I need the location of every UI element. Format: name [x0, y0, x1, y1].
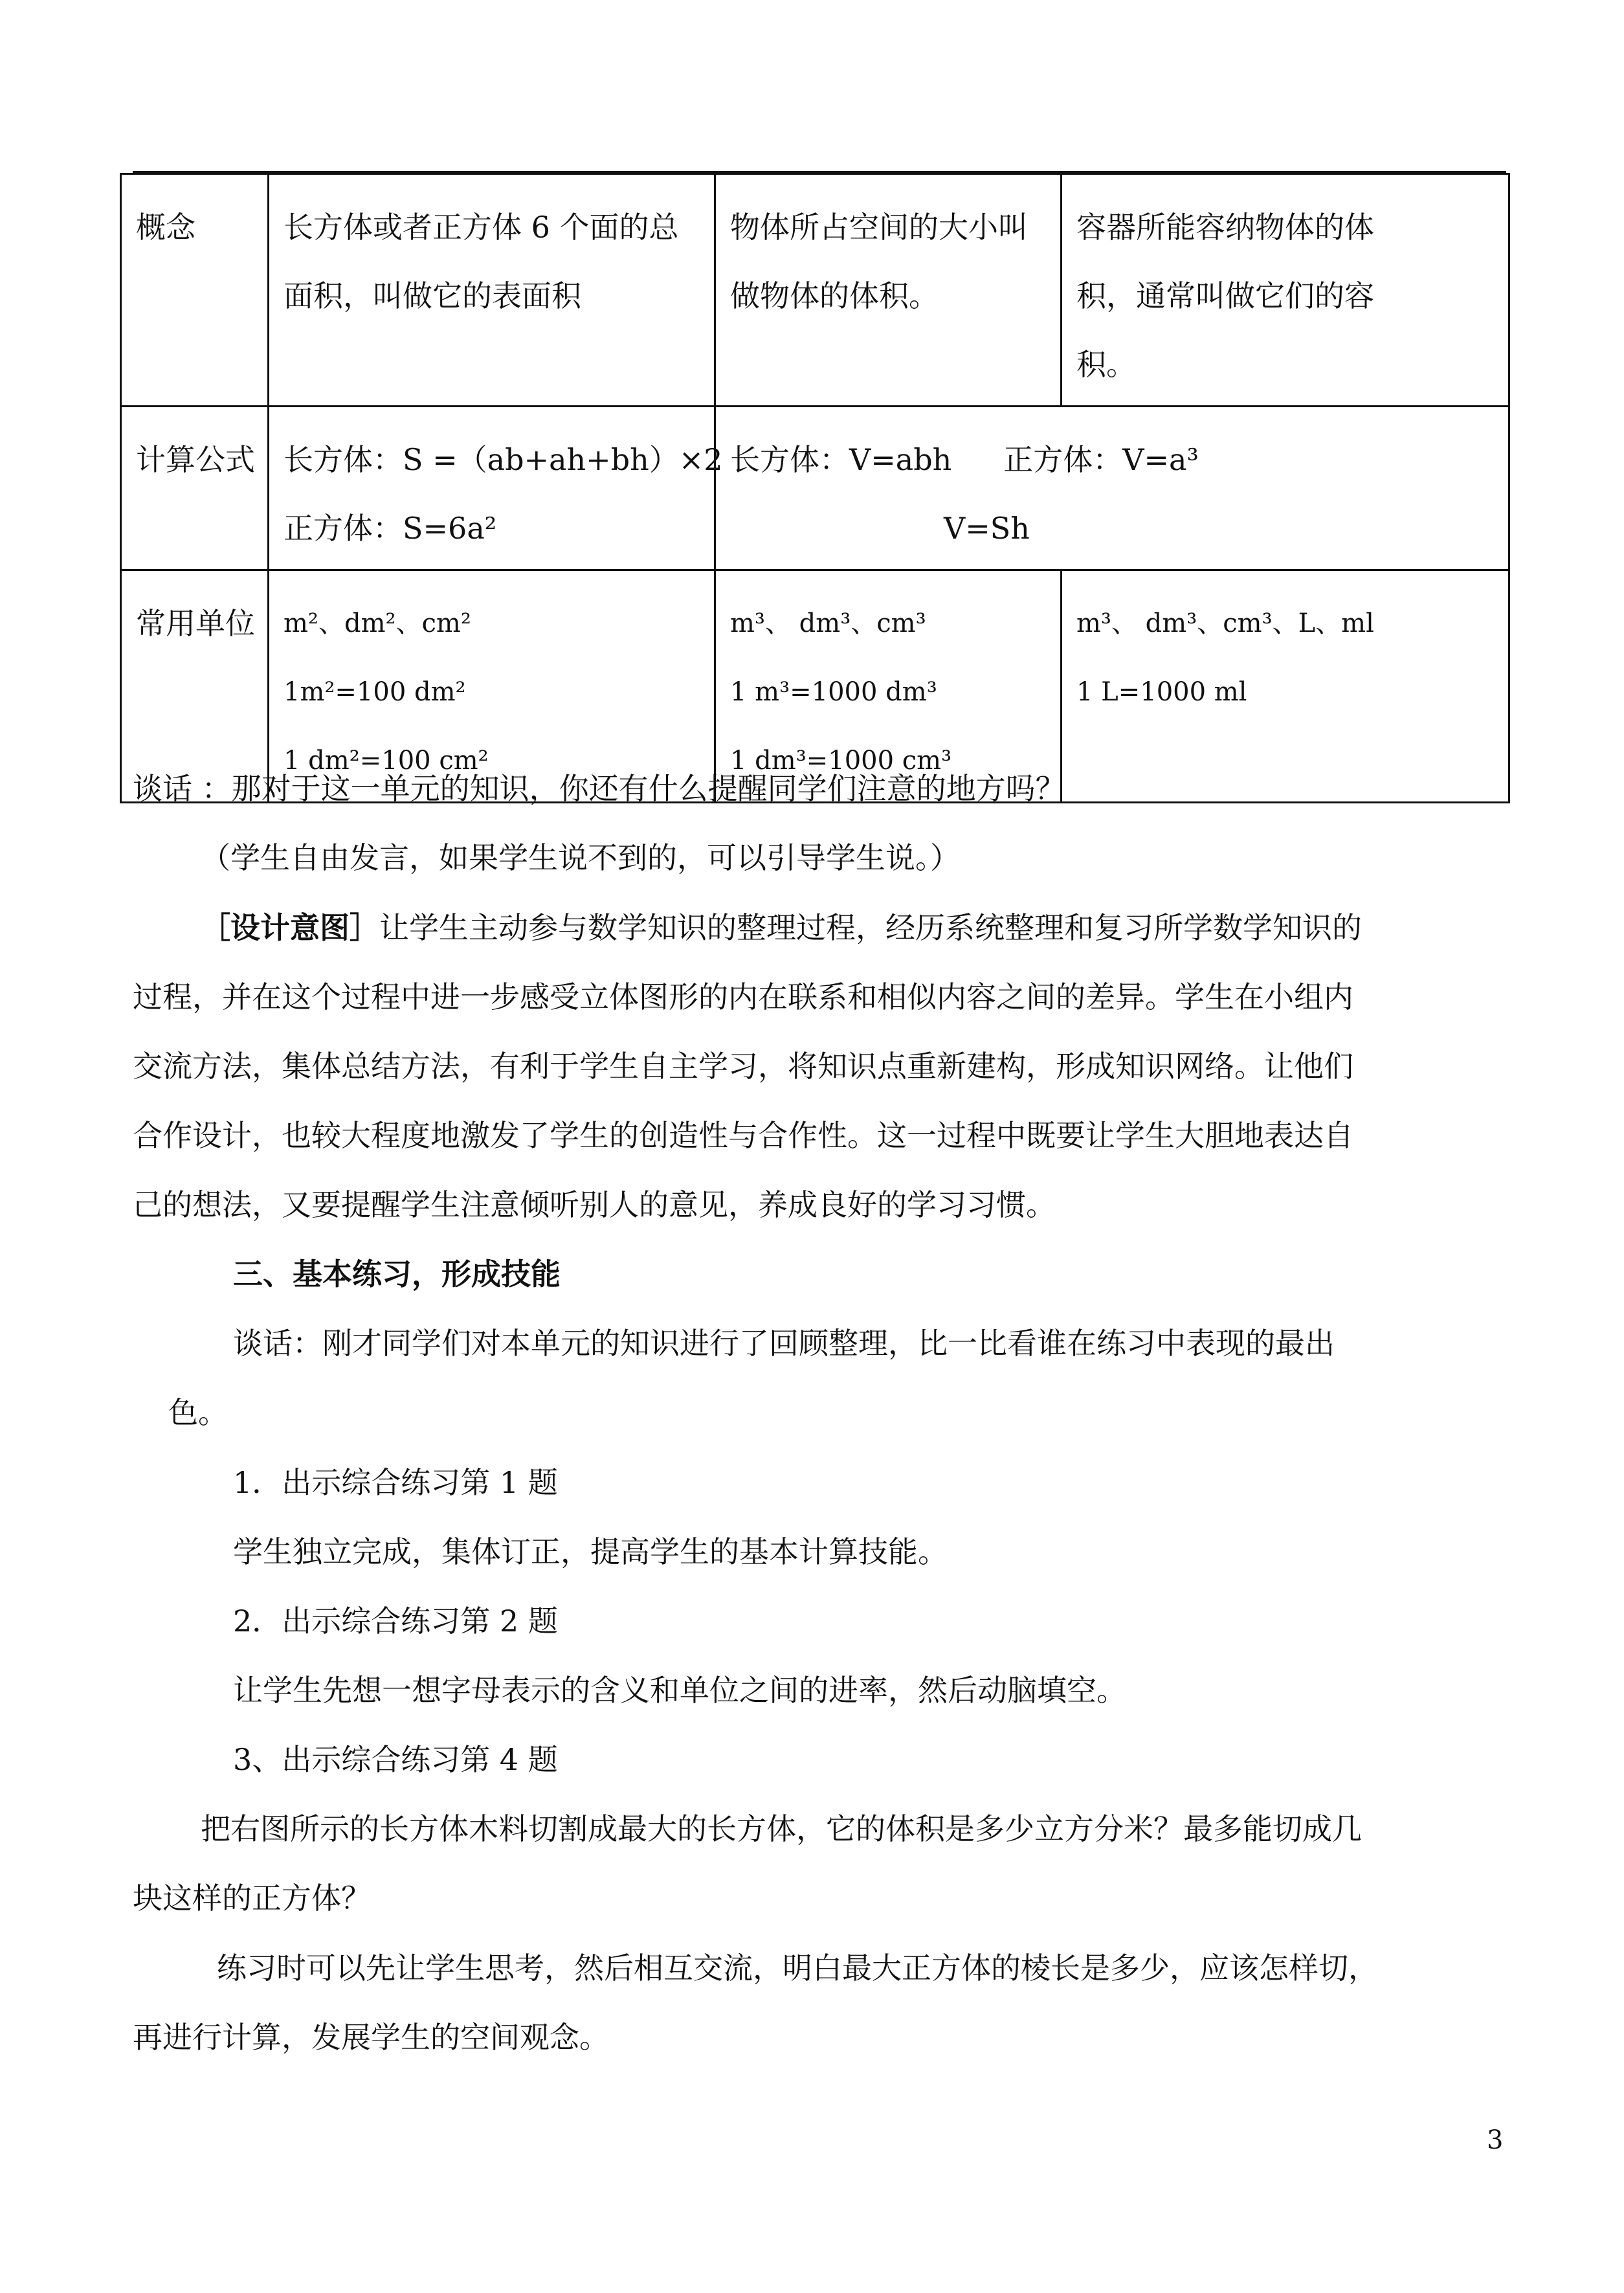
exercise-3-problem-line-2: 块这样的正方体？ [133, 1881, 371, 1916]
design-intent-line-5: 己的想法，又要提醒学生注意倾听别人的意见，养成良好的学习习惯。 [133, 1187, 1056, 1222]
surface-area-formulas: 长方体：S =（ab+ah+bh）×2 正方体：S=6a² [269, 407, 715, 570]
talk-paragraph: 谈话 ：那对于这一单元的知识，你还有什么提醒同学们注意的地方吗？ [133, 771, 1065, 806]
exercise-3-guidance-line-1: 练习时可以先让学生思考，然后相互交流，明白最大正方体的棱长是多少，应该怎样切， [217, 1951, 1378, 1985]
design-intent-line-1: ［设计意图］让学生主动参与数学知识的整理过程，经历系统整理和复习所学数学知识的 [201, 910, 1362, 945]
capacity-units: m³、 dm³、cm³、L、ml 1 L=1000 ml [1062, 570, 1509, 803]
volume-definition: 物体所占空间的大小叫 做物体的体积。 [715, 174, 1062, 407]
design-intent-line-4: 合作设计，也较大程度地激发了学生的创造性与合作性。这一过程中既要让学生大胆地表达自 [133, 1118, 1353, 1153]
exercise-2-note: 让学生先想一想字母表示的含义和单位之间的进率，然后动脑填空。 [233, 1673, 1126, 1708]
design-intent-label: ［设计意图］ [201, 910, 379, 945]
table-row-concept [121, 174, 1509, 407]
exercise-3-heading: 3、出示综合练习第 4 题 [233, 1742, 558, 1777]
general-volume-formula: V=Sh [944, 511, 1030, 546]
section-heading: 三、基本练习，形成技能 [233, 1257, 561, 1292]
design-intent-line-2: 过程，并在这个过程中进一步感受立体图形的内在联系和相似内容之间的差异。学生在小组内 [133, 979, 1353, 1014]
exercise-2-heading: 2．出示综合练习第 2 题 [233, 1604, 558, 1639]
practice-talk-line-2: 色。 [168, 1395, 228, 1430]
table-row-formula [121, 407, 1509, 570]
cuboid-volume-formula: 长方体：V=abh [730, 442, 952, 477]
table-row-units [121, 570, 1509, 803]
exercise-3-problem-line-1: 把右图所示的长方体木料切割成最大的长方体，它的体积是多少立方分米？最多能切成几 [201, 1811, 1362, 1846]
row-label-concept: 概念 [121, 174, 269, 407]
volume-units: m³、 dm³、cm³ 1 m³=1000 dm³ 1 dm³=1000 cm³ [715, 570, 1062, 803]
student-response-note: （学生自由发言，如果学生说不到的，可以引导学生说。） [201, 840, 960, 875]
summary-table [120, 173, 1510, 803]
surface-area-definition: 长方体或者正方体 6 个面的总 面积，叫做它的表面积 [269, 174, 715, 407]
practice-talk-line-1: 谈话：刚才同学们对本单元的知识进行了回顾整理，比一比看谁在练习中表现的最出 [233, 1326, 1335, 1361]
row-label-units: 常用单位 [121, 570, 269, 803]
area-units: m²、dm²、cm² 1m²=100 dm² 1 dm²=100 cm² [269, 570, 715, 803]
row-label-formula: 计算公式 [121, 407, 269, 570]
volume-formulas [715, 407, 1509, 570]
exercise-3-guidance-line-2: 再进行计算，发展学生的空间观念。 [133, 2020, 609, 2055]
page-number: 3 [1487, 2125, 1504, 2155]
cube-volume-formula: 正方体：V=a³ [1003, 442, 1199, 477]
capacity-definition: 容器所能容纳物体的体 积，通常叫做它们的容 积。 [1062, 174, 1509, 407]
exercise-1-heading: 1．出示综合练习第 1 题 [233, 1465, 558, 1500]
exercise-1-note: 学生独立完成，集体订正，提高学生的基本计算技能。 [233, 1534, 948, 1569]
design-intent-line-3: 交流方法，集体总结方法，有利于学生自主学习，将知识点重新建构，形成知识网络。让他们 [133, 1049, 1353, 1084]
